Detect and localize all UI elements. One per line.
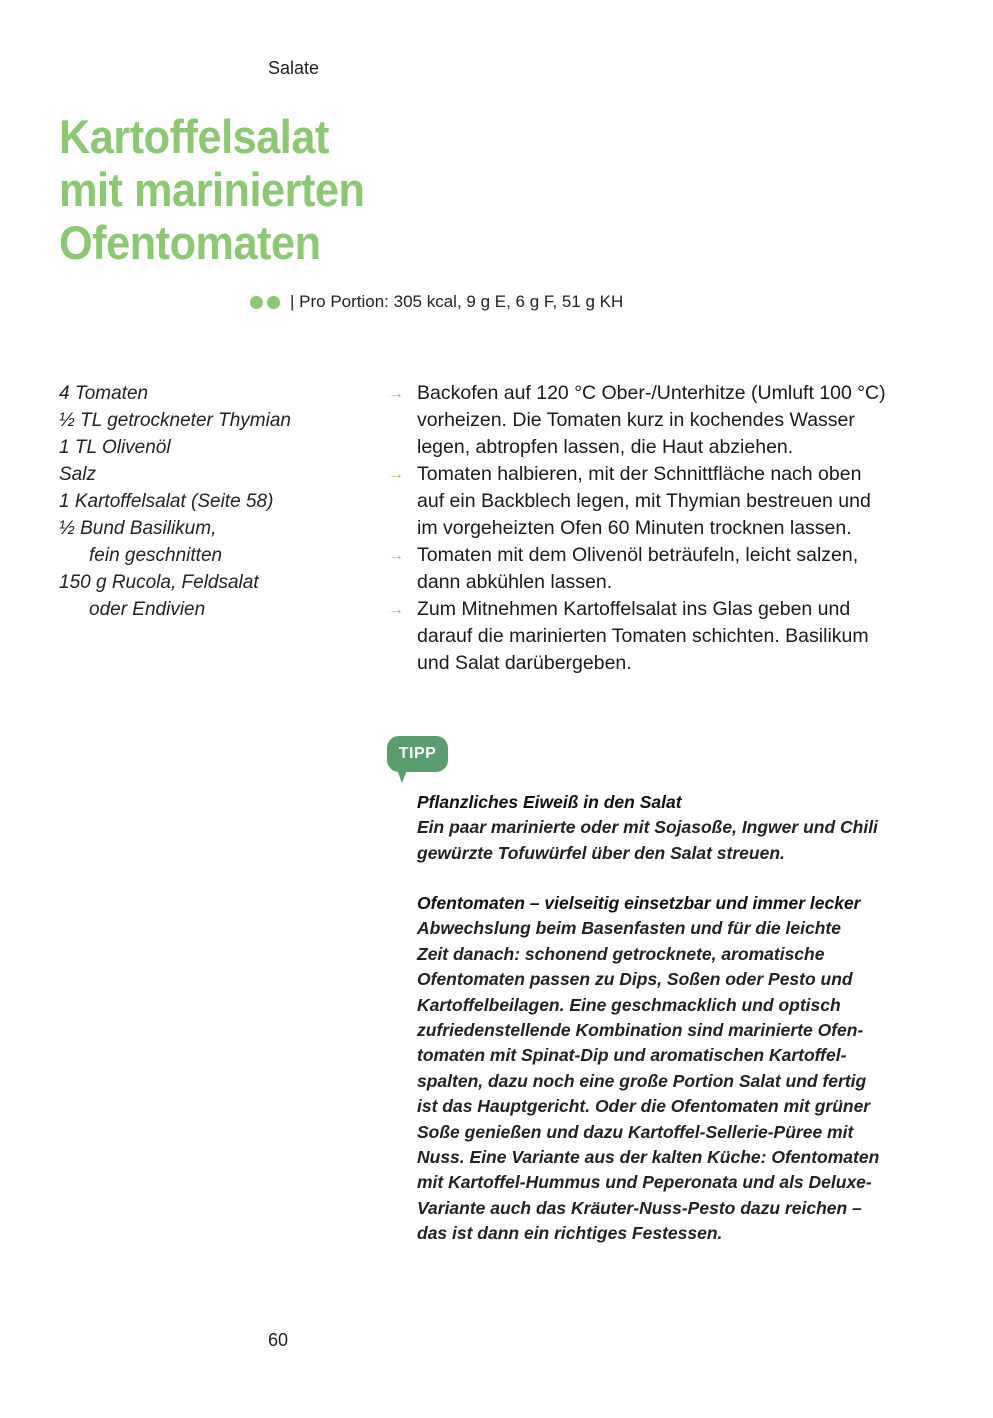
speech-bubble-tail-icon [397, 770, 407, 783]
step-line: darauf die marinierten Tomaten schichten. Basilikum [417, 625, 869, 647]
ingredient-item-continued: oder Endivien [89, 599, 206, 620]
ingredient-item: 150 g Rucola, Feldsalat [59, 572, 259, 593]
tip-line: ist das Hauptgericht. Oder die Ofentomaten mit grüner [417, 1096, 871, 1117]
step-line: vorheizen. Die Tomaten kurz in kochendes Wasser [417, 409, 855, 431]
ingredient-item: ½ TL getrockneter Thymian [59, 410, 291, 431]
ingredient-item: Salz [59, 464, 96, 485]
step-line: auf ein Backblech legen, mit Thymian bestreuen und [417, 490, 871, 512]
tip-line: Variante auch das Kräuter-Nuss-Pesto dazu reichen – [417, 1197, 862, 1218]
ingredient-item: 4 Tomaten [59, 383, 149, 404]
ingredient-item: ½ Bund Basilikum, [59, 518, 217, 539]
page-number: 60 [268, 1330, 289, 1350]
preparation-step [388, 461, 928, 542]
ingredient-item: 1 TL Olivenöl [59, 437, 171, 458]
tip-line: Soße genießen und dazu Kartoffel-Sellerie-Püree mit [417, 1121, 854, 1142]
step-line: und Salat darübergeben. [417, 652, 632, 674]
preparation-step [388, 380, 928, 461]
tip-block-ofentomaten [417, 891, 917, 1247]
tipp-badge: TIPP [387, 736, 448, 772]
tip-line: Nuss. Eine Variante aus der kalten Küche: Ofentomaten [417, 1147, 880, 1168]
tip-line: spalten, dazu noch eine große Portion Salat und fertig [417, 1070, 867, 1091]
nutrition-info [250, 292, 623, 312]
title-line: Ofentomaten [59, 216, 321, 269]
ingredient-item: 1 Kartoffelsalat (Seite 58) [59, 491, 274, 512]
step-line: legen, abtropfen lassen, die Haut abziehen. [417, 436, 794, 458]
tip-line: Zeit danach: schonend getrocknete, aromatische [417, 943, 825, 964]
ingredient-list [59, 380, 359, 623]
nutrition-text: | Pro Portion: 305 kcal, 9 g E, 6 g F, 51 g KH [290, 292, 624, 311]
tip-line: zufriedenstellende Kombination sind marinierte Ofen- [417, 1020, 864, 1041]
arrow-right-icon: → [388, 385, 404, 402]
step-line: Tomaten mit dem Olivenöl beträufeln, leicht salzen, [417, 544, 859, 566]
tip-line: Ein paar marinierte oder mit Sojasoße, Ingwer und Chili [417, 817, 878, 838]
section-label: Salate [268, 58, 320, 78]
tip-line: Kartoffelbeilagen. Eine geschmacklich und optisch [417, 994, 841, 1015]
preparation-steps [388, 380, 928, 677]
title-line: Kartoffelsalat [59, 110, 329, 163]
arrow-right-icon: → [388, 547, 404, 564]
title-line: mit marinierten [59, 163, 365, 216]
step-line: Zum Mitnehmen Kartoffelsalat ins Glas geben und [417, 598, 851, 620]
step-line: im vorgeheizten Ofen 60 Minuten trocknen lassen. [417, 517, 852, 539]
tip-heading: Ofentomaten – vielseitig einsetzbar und immer lecker [417, 893, 861, 913]
tip-line: Abwechslung beim Basenfasten und für die leichte [417, 918, 841, 939]
step-line: Backofen auf 120 °C Ober-/Unterhitze (Umluft 100 °C) [417, 382, 886, 404]
tip-heading: Pflanzliches Eiweiß in den Salat [417, 792, 682, 812]
tip-line: gewürzte Tofuwürfel über den Salat streuen. [417, 842, 785, 863]
tip-line: mit Kartoffel-Hummus und Peperonata und als Deluxe- [417, 1172, 872, 1193]
tip-line: Ofentomaten passen zu Dips, Soßen oder Pesto und [417, 969, 853, 990]
step-line: Tomaten halbieren, mit der Schnittfläche nach oben [417, 463, 862, 485]
tip-line: tomaten mit Spinat-Dip und aromatischen Kartoffel- [417, 1045, 847, 1066]
tip-line: das ist dann ein richtiges Festessen. [417, 1223, 723, 1244]
ingredient-item-continued: fein geschnitten [89, 545, 223, 566]
arrow-right-icon: → [388, 466, 404, 483]
step-line: dann abkühlen lassen. [417, 571, 613, 593]
arrow-right-icon: → [388, 601, 404, 618]
difficulty-dot-icon [250, 296, 263, 309]
tip-block-protein [417, 790, 917, 866]
recipe-title [59, 110, 364, 269]
difficulty-dot-icon [267, 296, 280, 309]
preparation-step [388, 542, 928, 596]
preparation-step [388, 596, 928, 677]
